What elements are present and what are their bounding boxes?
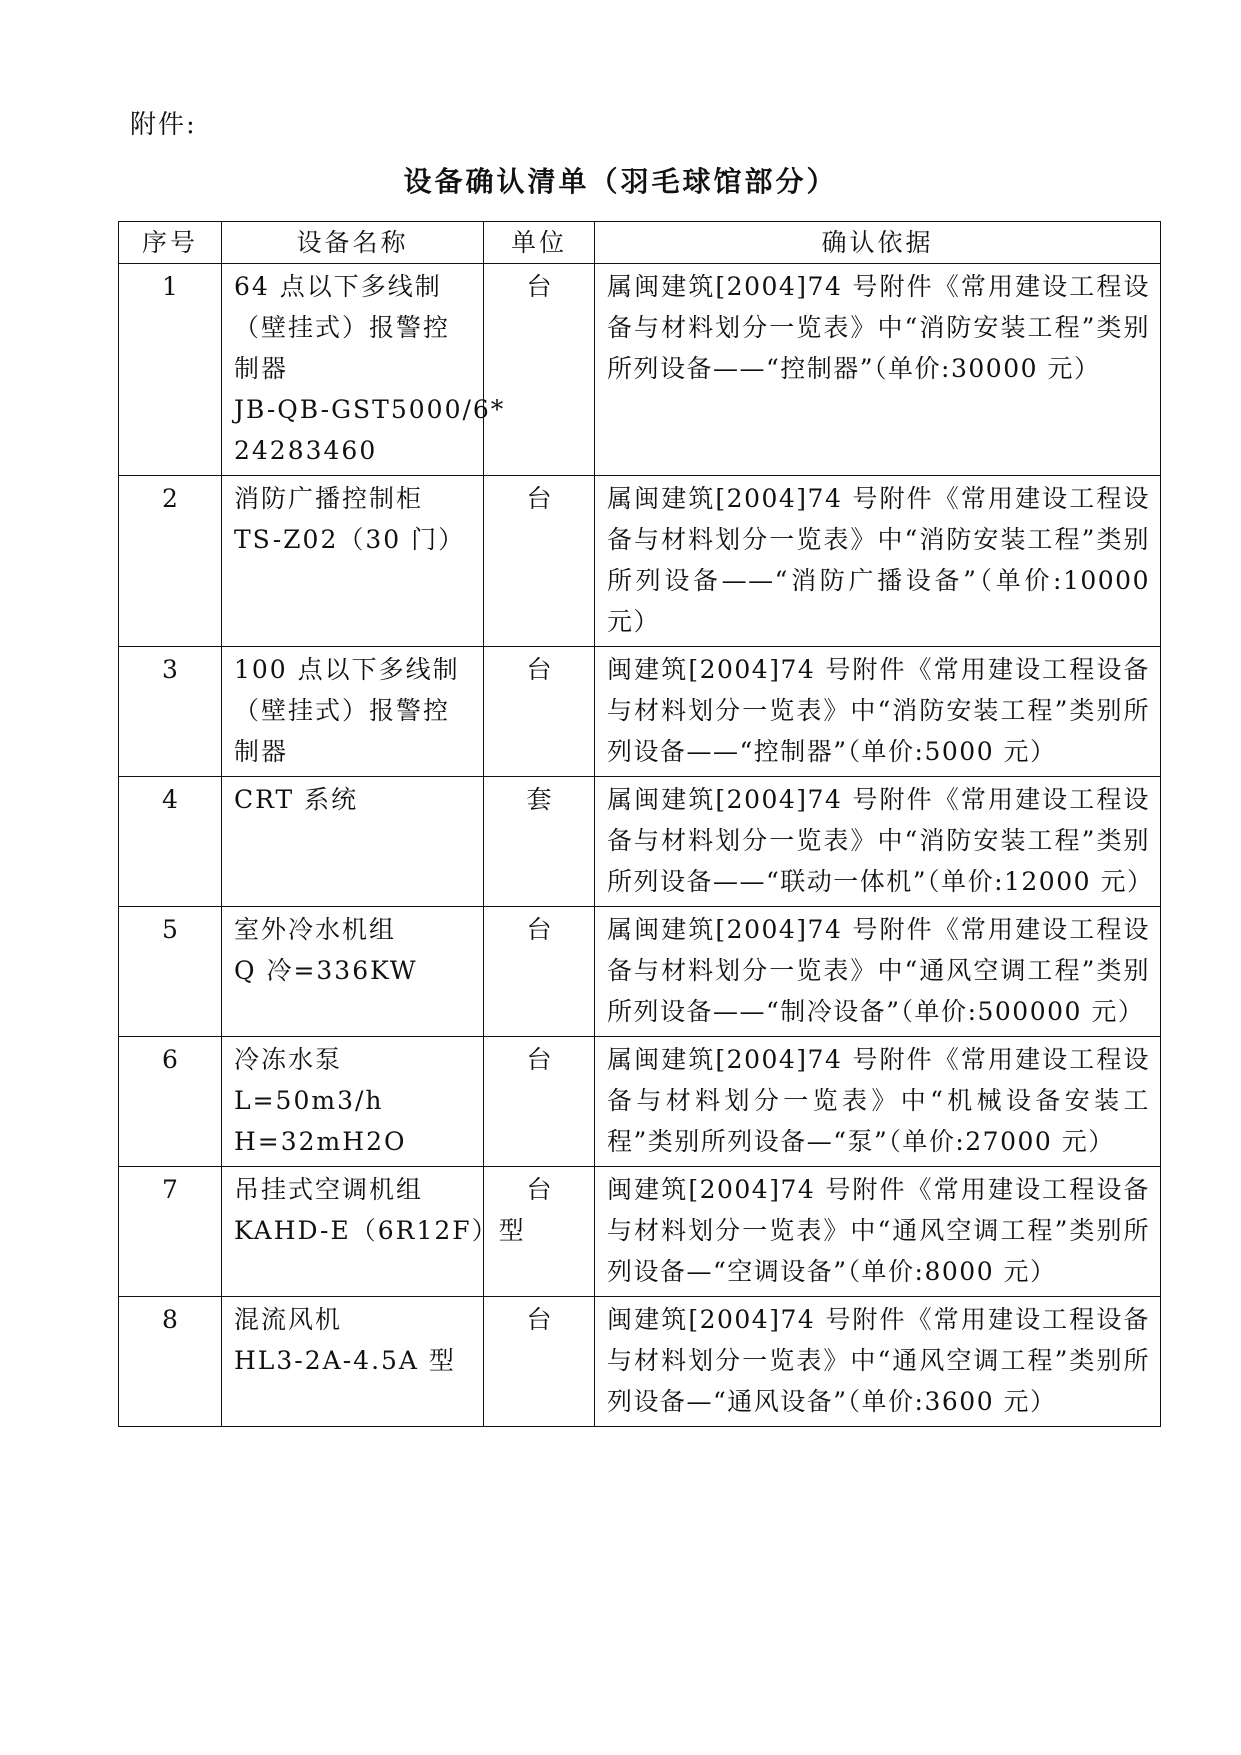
name-line: 消防广播控制柜 (234, 484, 424, 513)
table-row (119, 647, 1161, 777)
name-line: 24283460 (234, 436, 378, 465)
name-line: CRT 系统 (234, 785, 359, 814)
name-line: （壁挂式）报警控 (234, 313, 451, 342)
document-title: 设备确认清单（羽毛球馆部分） (403, 165, 838, 198)
row-unit: 台 (484, 1297, 595, 1427)
name-line: （壁挂式）报警控 (234, 696, 451, 725)
row-equipment-name (222, 647, 484, 777)
row-equipment-name (222, 1037, 484, 1167)
name-line: L=50m3/h (234, 1086, 384, 1115)
row-basis: 属闽建筑[2004]74 号附件《常用建设工程设备与材料划分一览表》中“消防安装工程”类别所列设备——“联动一体机”（单价:12000 元） (595, 777, 1161, 907)
row-equipment-name (222, 1167, 526, 1297)
name-line: 制器 (234, 354, 289, 383)
row-no: 1 (119, 264, 222, 476)
name-line: Q 冷=336KW (234, 956, 418, 985)
name-line: 64 点以下多线制 (234, 272, 442, 301)
table-row (119, 264, 1161, 476)
row-no: 6 (119, 1037, 222, 1167)
row-no: 2 (119, 476, 222, 647)
name-line: 100 点以下多线制 (234, 655, 460, 684)
table-row (119, 1167, 1161, 1297)
row-equipment-name (222, 476, 484, 647)
table-row (119, 907, 1161, 1037)
row-no: 3 (119, 647, 222, 777)
row-basis: 属闽建筑[2004]74 号附件《常用建设工程设备与材料划分一览表》中“机械设备安装工程”类别所列设备—“泵”（单价:27000 元） (595, 1037, 1161, 1167)
name-line: 吊挂式空调机组 (234, 1175, 424, 1204)
table-header (119, 222, 1161, 264)
header-row (119, 222, 1161, 264)
row-no: 7 (119, 1167, 222, 1297)
row-unit: 台 (484, 1167, 595, 1297)
name-line: 混流风机 (234, 1305, 343, 1334)
name-line: H=32mH2O (234, 1127, 407, 1156)
row-unit: 台 (484, 264, 595, 476)
header-no: 序号 (119, 222, 222, 264)
row-unit: 台 (484, 1037, 595, 1167)
table-body (119, 264, 1161, 1427)
header-name: 设备名称 (222, 222, 484, 264)
row-no: 5 (119, 907, 222, 1037)
equipment-table (118, 221, 1161, 1427)
name-line: 室外冷水机组 (234, 915, 397, 944)
row-basis: 闽建筑[2004]74 号附件《常用建设工程设备与材料划分一览表》中“消防安装工程”类别所列设备——“控制器”（单价:5000 元） (595, 647, 1161, 777)
row-equipment-name (222, 777, 484, 907)
attachment-label: 附件: (130, 110, 197, 140)
row-unit: 台 (484, 907, 595, 1037)
row-basis: 属闽建筑[2004]74 号附件《常用建设工程设备与材料划分一览表》中“通风空调工程”类别所列设备——“制冷设备”（单价:500000 元） (595, 907, 1161, 1037)
name-line: 制器 (234, 737, 289, 766)
table-row (119, 777, 1161, 907)
name-line: JB-QB-GST5000/6* (234, 395, 506, 424)
row-equipment-name (222, 1297, 484, 1427)
row-no: 4 (119, 777, 222, 907)
row-basis: 闽建筑[2004]74 号附件《常用建设工程设备与材料划分一览表》中“通风空调工程”类别所列设备—“通风设备”（单价:3600 元） (595, 1297, 1161, 1427)
name-line: 冷冻水泵 (234, 1045, 343, 1074)
name-line: KAHD-E（6R12F）型 (234, 1216, 526, 1245)
name-line: TS-Z02（30 门） (234, 525, 466, 554)
row-basis: 闽建筑[2004]74 号附件《常用建设工程设备与材料划分一览表》中“通风空调工程”类别所列设备—“空调设备”（单价:8000 元） (595, 1167, 1161, 1297)
header-basis: 确认依据 (595, 222, 1161, 264)
row-unit: 台 (484, 647, 595, 777)
table-row (119, 1297, 1161, 1427)
row-basis: 属闽建筑[2004]74 号附件《常用建设工程设备与材料划分一览表》中“消防安装工程”类别所列设备——“消防广播设备”（单价:10000 元） (595, 476, 1161, 647)
row-equipment-name (222, 907, 484, 1037)
header-unit: 单位 (484, 222, 595, 264)
row-unit: 套 (484, 777, 595, 907)
row-equipment-name (222, 264, 506, 476)
row-no: 8 (119, 1297, 222, 1427)
row-unit: 台 (484, 476, 595, 647)
table-row (119, 1037, 1161, 1167)
name-line: HL3-2A-4.5A 型 (234, 1346, 456, 1375)
table-row (119, 476, 1161, 647)
row-basis: 属闽建筑[2004]74 号附件《常用建设工程设备与材料划分一览表》中“消防安装工程”类别所列设备——“控制器”（单价:30000 元） (595, 264, 1161, 476)
